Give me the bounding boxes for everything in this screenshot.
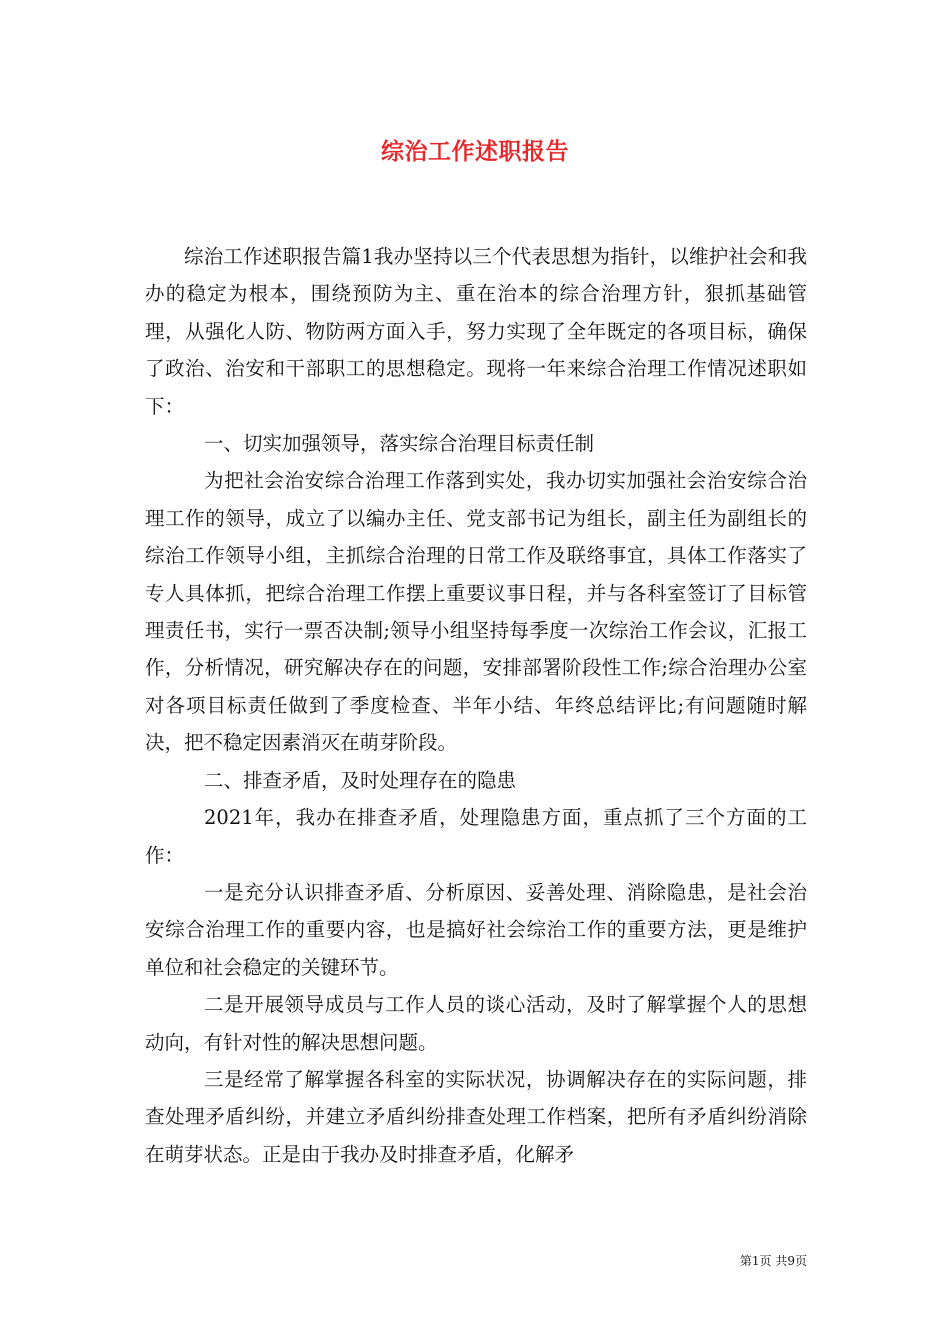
document-title: 综治工作述职报告 [381, 138, 569, 165]
paragraph-section-2-intro: 2021年，我办在排查矛盾，处理隐患方面，重点抓了三个方面的工作： [145, 806, 807, 867]
paragraph-point-3: 三是经常了解掌握各科室的实际状况，协调解决存在的实际问题，排查处理矛盾纠纷，并建立矛盾纠纷排查处理工作档案，把所有矛盾纠纷消除在萌芽状态。正是由于我办及时排查矛盾，化解矛 [145, 1067, 807, 1166]
section-heading-1: 一、切实加强领导，落实综合治理目标责任制 [204, 432, 595, 456]
page-number: 第1页 共9页 [739, 1254, 807, 1268]
paragraph-point-2: 二是开展领导成员与工作人员的谈心活动，及时了解掌握个人的思想动向，有针对性的解决思想问题。 [145, 993, 807, 1054]
paragraph-section-1: 为把社会治安综合治理工作落到实处，我办切实加强社会治安综合治理工作的领导，成立了以编办主任、党支部书记为组长，副主任为副组长的综治工作领导小组，主抓综合治理的日常工作及联络事宜，具体工作落实了专人具体抓，把综合治理工作摆上重要议事日程，并与各科室签订了目标管理责任书，实行一票否决制;领导小组坚持每季度一次综治工作会议，汇报工作，分析情况，研究解决存在的问题，安排部署阶段性工作;综合治理办公室对各项目标责任做到了季度检查、半年小结、年终总结评比;有问题随时解决，把不稳定因素消灭在萌芽阶段。 [145, 469, 807, 755]
section-heading-2: 二、排查矛盾，及时处理存在的隐患 [204, 768, 517, 792]
paragraph-intro: 综治工作述职报告篇1我办坚持以三个代表思想为指针，以维护社会和我办的稳定为根本，围绕预防为主、重在治本的综合治理方针，狠抓基础管理，从强化人防、物防两方面入手，努力实现了全年既定的各项目标，确保了政治、治安和干部职工的思想稳定。现将一年来综合治理工作情况述职如下： [145, 245, 807, 418]
paragraph-point-1: 一是充分认识排查矛盾、分析原因、妥善处理、消除隐患，是社会治安综合治理工作的重要内容，也是搞好社会综治工作的重要方法，更是维护单位和社会稳定的关键环节。 [145, 880, 807, 979]
document-body [145, 238, 807, 1173]
